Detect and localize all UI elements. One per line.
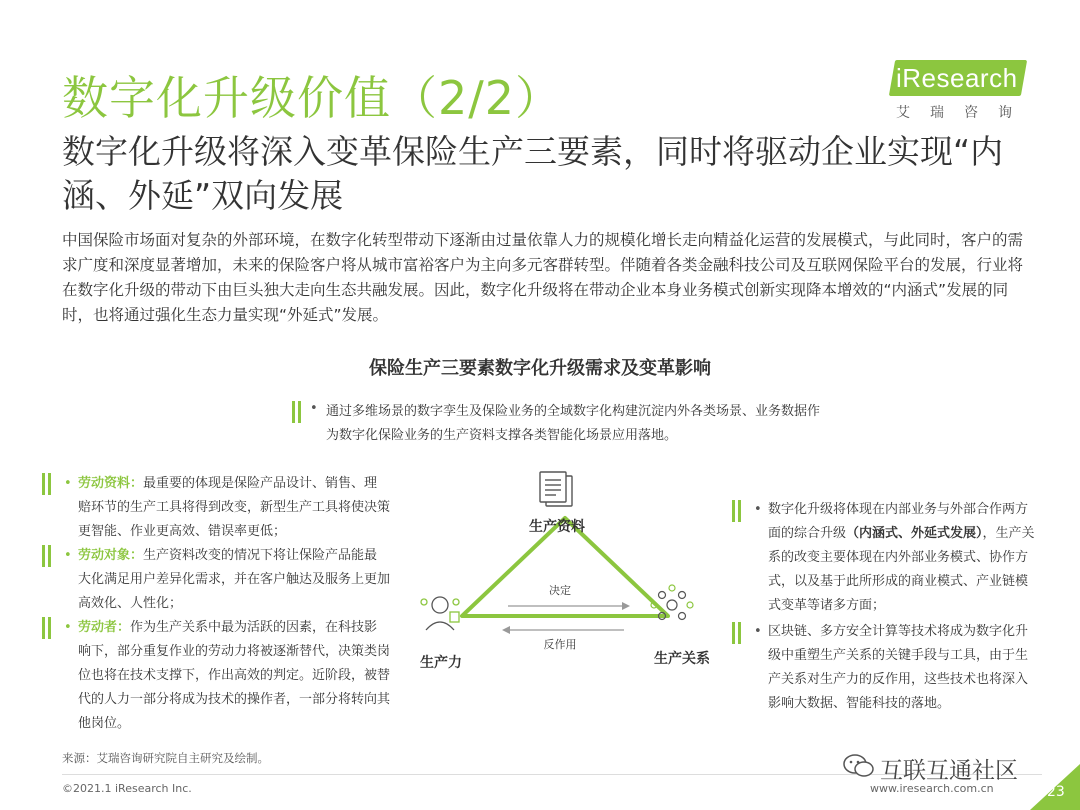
top-note: 通过多维场景的数字孪生及保险业务的全域数字化构建沉淀内外各类场景、业务数据作为数字化保险业务的生产资料支撑各类智能化场景应用落地。 <box>326 404 821 443</box>
source-note: 来源：艾瑞咨询研究院自主研究及绘制。 <box>62 751 269 765</box>
bullet-dot: • <box>64 476 72 491</box>
right-note-emphasis: （内涵式、外延式发展） <box>846 526 983 541</box>
left-note-keyword: 劳动资料： <box>78 476 144 491</box>
left-note-keyword: 劳动者： <box>78 620 131 635</box>
headline: 数字化升级将深入变革保险生产三要素，同时将驱动企业实现“内涵、外延”双向发展 <box>62 132 1004 215</box>
arrow-forward-head <box>622 602 630 610</box>
node-label-right: 生产关系 <box>654 651 710 667</box>
accent-bars <box>732 500 744 531</box>
bullet-dot: • <box>754 624 762 639</box>
accent-bars <box>42 473 54 504</box>
right-note-text: 区块链、多方安全计算等技术将成为数字化升级中重塑生产关系的关键手段与工具，由于生产关系对生产力的反作用，这些技术也将深入影响大数据、智能科技的落地。 <box>768 624 1029 711</box>
left-note-item <box>64 472 391 544</box>
right-notes <box>754 498 1040 718</box>
wechat-icon <box>842 752 876 780</box>
left-note-text: 最重要的体现是保险产品设计、销售、理赔环节的生产工具将得到改变，新型生产工具将使决策更智能、作业更高效、错误率更低； <box>78 476 391 539</box>
right-note-item <box>754 498 1040 618</box>
right-note-text: 数字化升级将体现在内部业务与外部合作两方面的综合升级 <box>768 502 1029 541</box>
node-label-left: 生产力 <box>420 655 462 671</box>
page-number: 23 <box>1047 784 1065 800</box>
bullet-dot: • <box>754 502 762 517</box>
accent-bars <box>292 401 304 427</box>
right-note-text: ，生产关系的改变主要体现在内外部业务模式、协作方式，以及基于此所形成的商业模式、产业链模式变革等诸多方面； <box>768 526 1035 613</box>
arrow-backward-head <box>502 626 510 634</box>
node-label-top: 生产资料 <box>529 519 585 535</box>
left-note-keyword: 劳动对象： <box>78 548 144 563</box>
copyright: ©2021.1 iResearch Inc. <box>62 782 192 795</box>
accent-bars <box>42 617 54 648</box>
intro-paragraph: 中国保险市场面对复杂的外部环境，在数字化转型带动下逐渐由过量依靠人力的规模化增长走向精益化运营的发展模式，与此同时，客户的需求广度和深度显著增加，未来的保险客户将从城市富裕客户为主向多元客群转型。伴随着各类金融科技公司及互联网保险平台的发展，行业将在数字化升级的带动下由巨头独大走向生态共融发展。因此，数字化升级将在带动企业本身业务模式创新实现降本增效的“内涵式”发展的同时，也将通过强化生态力量实现“外延式”发展。 <box>62 231 1024 324</box>
document-icon <box>540 472 572 506</box>
diagram-title: 保险生产三要素数字化升级需求及变革影响 <box>369 358 711 379</box>
logo-subtitle: 艾瑞咨询 <box>896 105 1032 121</box>
iresearch-logo <box>888 60 1032 124</box>
bullet-dot: • <box>64 548 72 563</box>
left-note-text: 作为生产关系中最为活跃的因素，在科技影响下，部分重复作业的劳动力将被逐渐替代，决策类岗位也将在技术支撑下，作出高效的判定。近阶段，被替代的人力一部分将成为技术的操作者，一部分将转向其他岗位。 <box>78 620 391 731</box>
accent-bars <box>42 545 54 576</box>
bullet-dot: • <box>310 401 318 416</box>
arrow-forward-label: 决定 <box>549 584 571 597</box>
left-notes <box>64 472 391 736</box>
accent-bars <box>732 622 744 653</box>
left-note-item <box>64 544 391 616</box>
watermark-text: 互联互通社区 <box>880 758 1018 784</box>
bullet-dot: • <box>64 620 72 635</box>
page-title: 数字化升级价值（2/2） <box>62 71 563 125</box>
left-note-text: 生产资料改变的情况下将让保险产品能最大化满足用户差异化需求，并在客户触达及服务上更加高效化、人性化； <box>78 548 391 611</box>
right-note-item <box>754 620 1040 716</box>
left-note-item <box>64 616 391 736</box>
arrow-backward-label: 反作用 <box>543 638 577 651</box>
worker-icon <box>421 597 459 630</box>
logo-brand: iResearch <box>896 63 1018 93</box>
website-link[interactable]: www.iresearch.com.cn <box>870 782 994 795</box>
